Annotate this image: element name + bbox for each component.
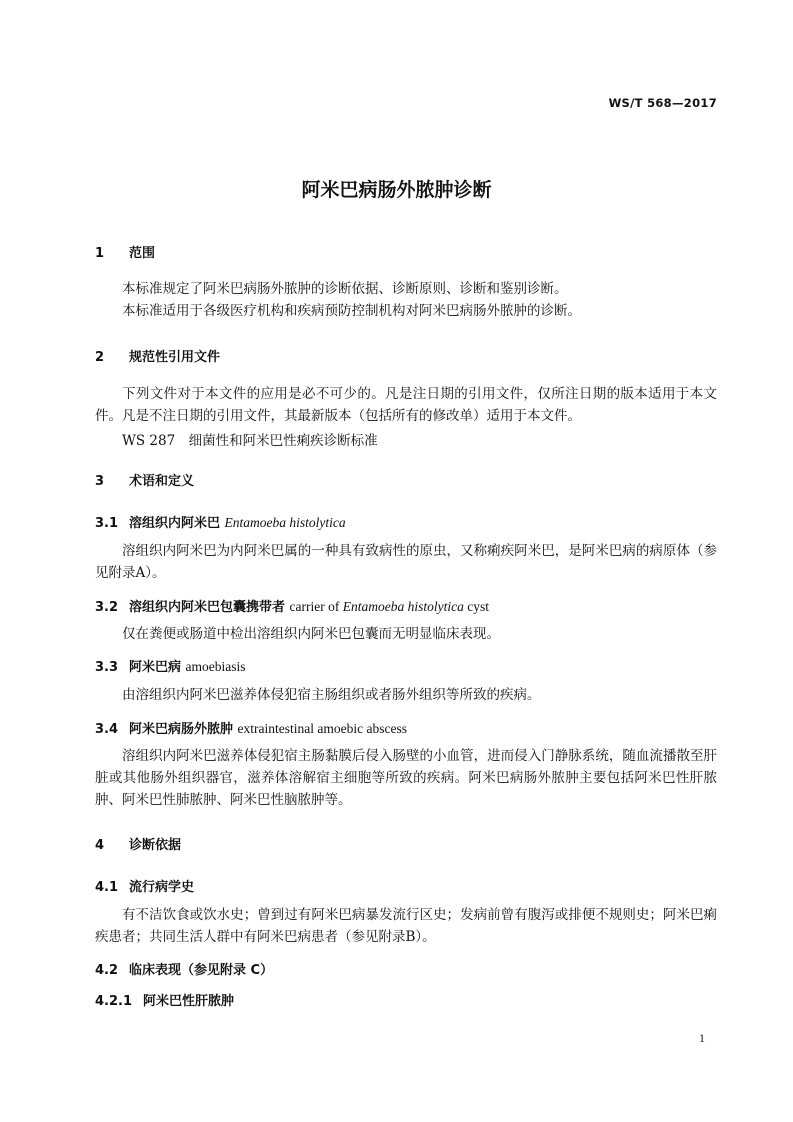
clause-4-2-1-number: 4.2.1: [95, 994, 133, 1009]
section-2-title: 规范性引用文件: [129, 350, 221, 365]
term-3-1-number: 3.1: [95, 516, 119, 531]
term-3-3-definition: 由溶组织内阿米巴滋养体侵犯宿主肠组织或者肠外组织等所致的疾病。: [122, 687, 541, 703]
term-3-3-title: 阿米巴病: [129, 660, 182, 675]
clause-4-1-title: 流行病学史: [129, 880, 195, 895]
clause-4-2-1-title: 阿米巴性肝脓肿: [143, 994, 235, 1009]
term-3-1-heading: [95, 512, 346, 531]
term-3-3-heading: [95, 656, 246, 675]
clause-4-1-number: 4.1: [95, 880, 119, 895]
term-3-2-number: 3.2: [95, 600, 119, 615]
term-3-4-heading: [95, 718, 407, 737]
section-3-number: 3: [95, 474, 105, 489]
term-3-4-number: 3.4: [95, 722, 119, 737]
term-3-4-title: 阿米巴病肠外脓肿: [129, 722, 234, 737]
term-3-4-english: extraintestinal amoebic abscess: [237, 721, 407, 736]
term-3-2-heading: [95, 596, 489, 615]
term-3-1-definition: 溶组织内阿米巴为内阿米巴属的一种具有致病性的原虫，又称痢疾阿米巴，是阿米巴病的病原体（参见附录A）。: [95, 543, 717, 581]
section-4-title: 诊断依据: [129, 838, 182, 853]
section-2-heading: [95, 346, 220, 365]
page-number: 1: [699, 1031, 705, 1045]
document-code: WS/T 568—2017: [608, 96, 717, 110]
term-3-2-definition: 仅在粪便或肠道中检出溶组织内阿米巴包囊而无明显临床表现。: [122, 626, 500, 642]
section-3-heading: [95, 470, 194, 489]
section-1-heading: [95, 242, 155, 261]
section-1-number: 1: [95, 246, 105, 261]
clause-4-2-1-heading: [95, 990, 234, 1009]
term-3-1-title: 溶组织内阿米巴: [129, 516, 221, 531]
term-3-3-english: amoebiasis: [185, 659, 246, 674]
term-3-4-definition: 溶组织内阿米巴滋养体侵犯宿主肠黏膜后侵入肠壁的小血管，进而侵入门静脉系统，随血流播散至肝脏或其他肠外组织器官，滋养体溶解宿主细胞等所致的疾病。阿米巴病肠外脓肿主要包括阿米巴性肝脓肿、阿米巴性肺脓肿、阿米巴性脑脓肿等。: [95, 748, 717, 808]
term-3-2-english-prefix: carrier of: [289, 599, 340, 614]
section-4-heading: [95, 834, 181, 853]
clause-4-2-heading: [95, 959, 273, 978]
term-3-1-english: Entamoeba histolytica: [224, 515, 346, 530]
section-2-para-1: 下列文件对于本文件的应用是必不可少的。凡是注日期的引用文件，仅所注日期的版本适用于本文件。凡是不注日期的引用文件，其最新版本（包括所有的修改单）适用于本文件。: [95, 386, 717, 424]
term-3-2-english-suffix: cyst: [467, 599, 489, 614]
section-1-para-1: 本标准规定了阿米巴病肠外脓肿的诊断依据、诊断原则、诊断和鉴别诊断。: [122, 281, 568, 297]
clause-4-1-heading: [95, 876, 194, 895]
term-3-2-english-italic: Entamoeba histolytica: [342, 599, 464, 614]
clause-4-1-text: 有不洁饮食或饮水史；曾到过有阿米巴病暴发流行区史；发病前曾有腹泻或排便不规则史；阿米巴痢疾患者；共同生活人群中有阿米巴病患者（参见附录B）。: [95, 907, 717, 945]
section-1-para-2: 本标准适用于各级医疗机构和疾病预防控制机构对阿米巴病肠外脓肿的诊断。: [122, 303, 581, 319]
section-1-title: 范围: [129, 246, 156, 261]
section-3-title: 术语和定义: [129, 474, 195, 489]
section-4-number: 4: [95, 838, 105, 853]
clause-4-2-number: 4.2: [95, 963, 119, 978]
section-2-number: 2: [95, 350, 105, 365]
term-3-3-number: 3.3: [95, 660, 119, 675]
term-3-2-title: 溶组织内阿米巴包囊携带者: [129, 600, 286, 615]
clause-4-2-title: 临床表现（参见附录 C）: [129, 963, 274, 978]
document-title: 阿米巴病肠外脓肿诊断: [301, 179, 492, 201]
section-2-reference: WS 287 细菌性和阿米巴性痢疾诊断标准: [122, 433, 378, 449]
